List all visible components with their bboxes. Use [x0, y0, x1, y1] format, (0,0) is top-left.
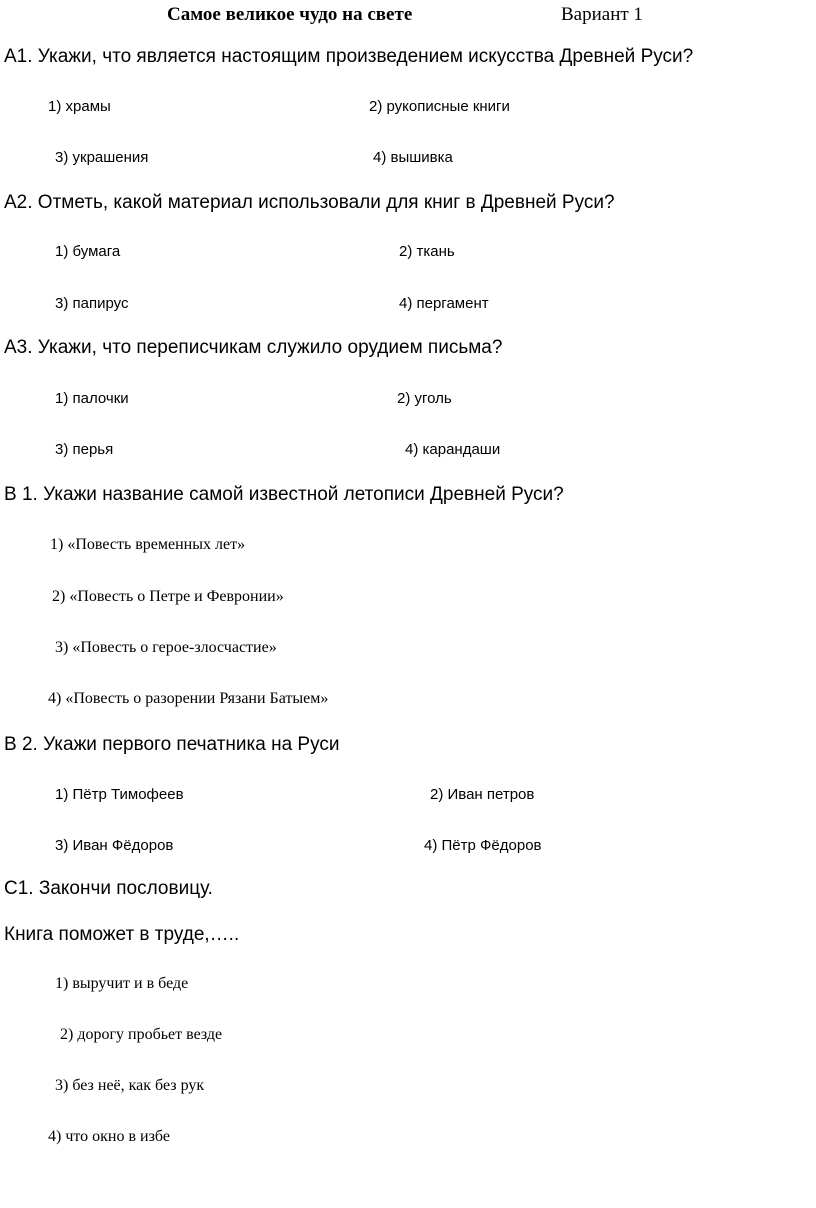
option-b2-2: 2) Иван петров [430, 786, 535, 803]
option-a2-3: 3) папирус [55, 295, 129, 312]
option-a1-1: 1) храмы [48, 98, 111, 115]
option-b1-4: 4) «Повесть о разорении Рязани Батыем» [48, 690, 329, 707]
question-a2: А2. Отметь, какой материал использовали для книг в Древней Руси? [4, 192, 615, 213]
option-c1-4: 4) что окно в избе [48, 1128, 170, 1145]
option-a2-2: 2) ткань [399, 243, 455, 260]
option-b1-3: 3) «Повесть о герое-злосчастие» [55, 639, 277, 656]
option-b1-2: 2) «Повесть о Петре и Февронии» [52, 588, 284, 605]
option-b2-3: 3) Иван Фёдоров [55, 837, 174, 854]
page-title: Самое великое чудо на свете [167, 4, 413, 25]
question-b2: В 2. Укажи первого печатника на Руси [4, 734, 340, 755]
option-a3-1: 1) палочки [55, 390, 129, 407]
variant-label: Вариант 1 [561, 4, 643, 25]
option-a1-2: 2) рукописные книги [369, 98, 510, 115]
proverb-start: Книга поможет в труде,….. [4, 924, 240, 945]
option-a3-2: 2) уголь [397, 390, 452, 407]
option-c1-3: 3) без неё, как без рук [55, 1077, 205, 1094]
question-a1: А1. Укажи, что является настоящим произведением искусства Древней Руси? [4, 46, 694, 67]
option-a1-4: 4) вышивка [373, 149, 453, 166]
question-b1: В 1. Укажи название самой известной летописи Древней Руси? [4, 484, 564, 505]
option-c1-1: 1) выручит и в беде [55, 975, 189, 992]
option-a3-3: 3) перья [55, 441, 114, 458]
option-b2-4: 4) Пётр Фёдоров [424, 837, 542, 854]
option-a2-4: 4) пергамент [399, 295, 489, 312]
option-a1-3: 3) украшения [55, 149, 149, 166]
option-a2-1: 1) бумага [55, 243, 121, 260]
option-a3-4: 4) карандаши [405, 441, 501, 458]
question-c1: С1. Закончи пословицу. [4, 878, 213, 899]
option-c1-2: 2) дорогу пробьет везде [60, 1026, 223, 1043]
option-b1-1: 1) «Повесть временных лет» [50, 536, 246, 553]
question-a3: А3. Укажи, что переписчикам служило орудием письма? [4, 337, 503, 358]
option-b2-1: 1) Пётр Тимофеев [55, 786, 184, 803]
